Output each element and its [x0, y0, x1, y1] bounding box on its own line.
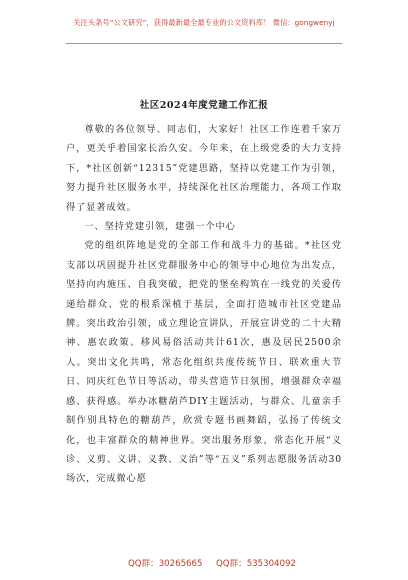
document-title: 社区2024年度党建工作汇报	[139, 100, 269, 111]
document-body	[66, 120, 342, 489]
paragraph-intro: 尊敬的各位领导、同志们，大家好！社区工作连着千家万户，更关乎着国家长治久安。今年来，在上级党委的大力支持下，*社区创新“12315”党建思路，坚持以党建工作为引领，努力提升社区服务水平，持续深化社区治理能力，各项工作取得了显著成效。	[66, 124, 342, 213]
paragraph-section-one: 党的组织阵地是党的全部工作和战斗力的基础。*社区党支部以巩固提升社区党群服务中心的领导中心地位为出发点，坚持向内施压、自我突破，把党的堡垒构筑在一线党的关爱传递给群众、党的根系深植于基层，全面打造城市社区党建品牌。突出政治引领，成立理论宣讲队，开展宣讲党的二十大精神、惠农政策、移风易俗活动共计61次，惠及居民2500余人。突出文化共鸣，常态化组织共度传统节日、联欢重大节日、同庆红色节日等活动，带头营造节日氛围，增强群众幸福感、获得感。举办冰糖葫芦DIY主题活动，与群众、儿童亲手制作别具特色的糖葫芦，欣赏专题书画舞蹈，弘扬了传统文化，也丰富群众的精神世界。突出服务形象，常态化开展“义诊、义剪、义讲、义教、义治”等“五义”系列志愿服务活动30场次，完成微心愿	[66, 240, 342, 485]
footer-qq-group-1: QQ群：30265665	[128, 559, 203, 569]
section-heading: 一、坚持党建引领，建强一个中心	[84, 221, 236, 233]
footer-qq-group-2: QQ群：535304092	[216, 559, 296, 569]
header-divider	[66, 43, 342, 44]
header-banner: 关注头条号“公文研究”，获得最新最全最专业的公文资料库！ 微信：gongwenyj	[73, 18, 335, 27]
